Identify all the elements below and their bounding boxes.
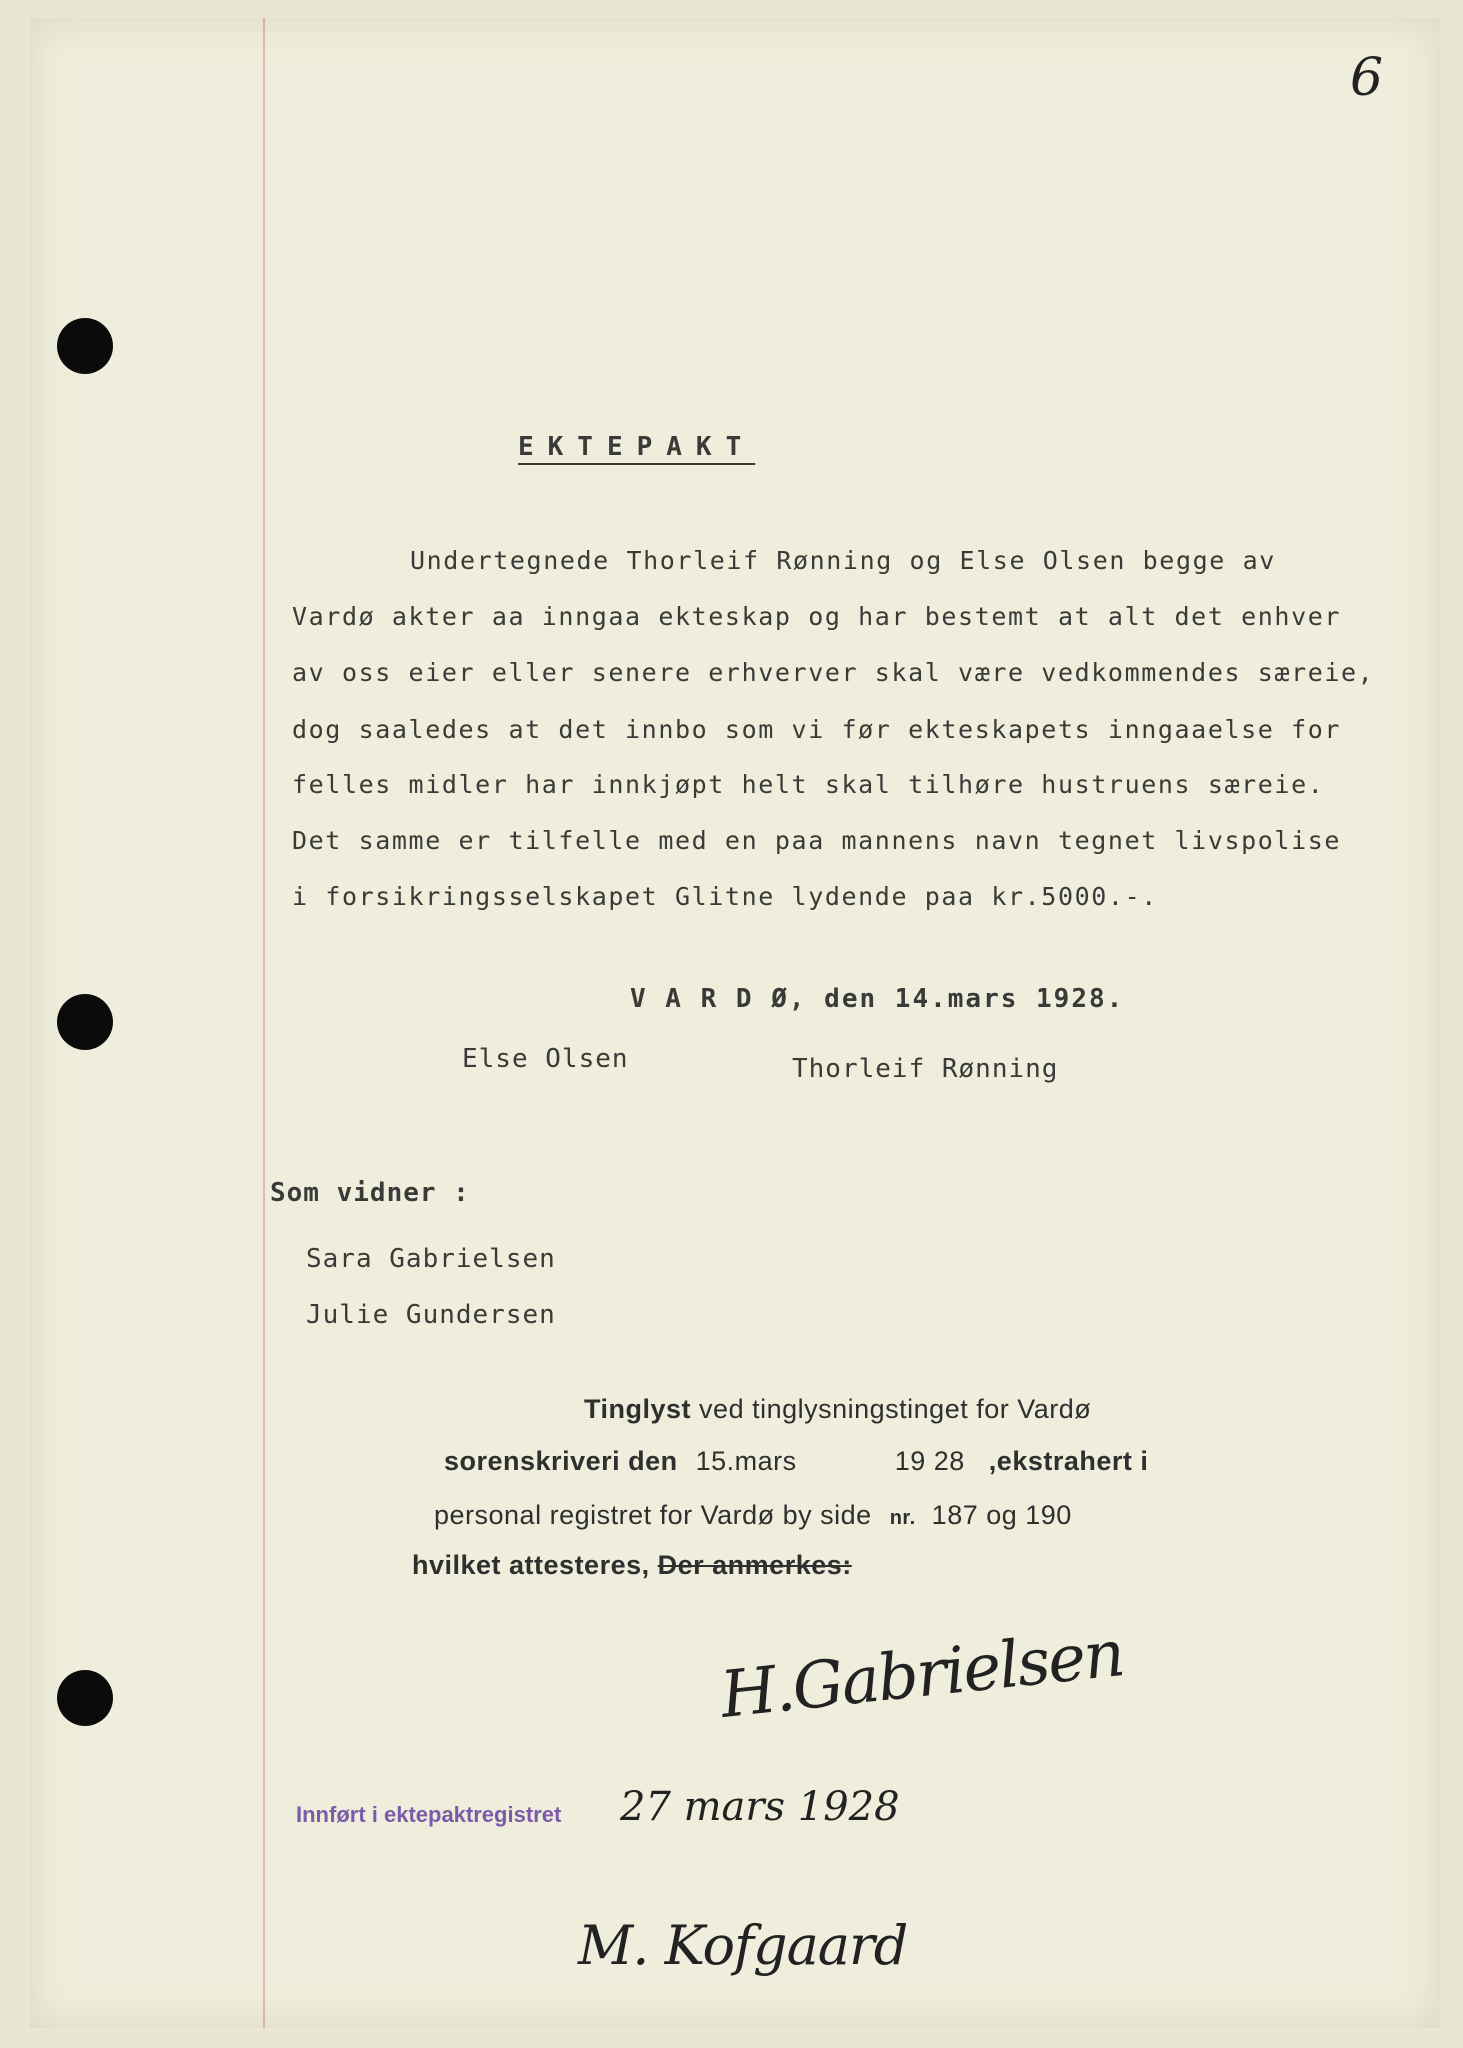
entry-date: 27 mars 1928 [620, 1784, 900, 1830]
stamp-line-3 [434, 1500, 1072, 1531]
stamp-line-2-prefix: sorenskriveri den [444, 1446, 678, 1476]
witness-name-1: Sara Gabrielsen [306, 1244, 556, 1274]
body-line-5: felles midler har innkjøpt helt skal tilhøre hustruens særeie. [292, 770, 1325, 799]
body-line-4: dog saaledes at det innbo som vi før ekteskapets inngaaelse for [292, 715, 1342, 744]
stamp-line-2-year: 19 28 [894, 1446, 965, 1476]
handwritten-signature-2: M. Kofgaard [578, 1914, 908, 1977]
entry-stamp: Innført i ektepaktregistret [296, 1802, 562, 1827]
place-date: V A R D Ø, den 14.mars 1928. [630, 984, 1125, 1014]
stamp-line-2-date: 15.mars [695, 1446, 797, 1476]
punch-hole-middle [57, 994, 113, 1050]
stamp-line-1-prefix: Tinglyst [584, 1394, 692, 1424]
document-page [30, 18, 1440, 2028]
stamp-line-3-nr: nr. [889, 1507, 916, 1529]
stamp-line-3-pages: 187 og 190 [931, 1500, 1072, 1530]
stamp-line-3-text: personal registret for Vardø by side [434, 1500, 872, 1530]
document-title: EKTEPAKT [518, 432, 756, 462]
body-line-7: i forsikringsselskapet Glitne lydende paa kr.5000.-. [292, 882, 1158, 911]
stamp-line-4-struck: Der anmerkes: [657, 1550, 852, 1580]
body-line-3: av oss eier eller senere erhverver skal være vedkommendes særeie, [292, 658, 1375, 687]
witnesses-heading: Som vidner : [270, 1178, 470, 1208]
body-line-1: Undertegnede Thorleif Rønning og Else Olsen begge av [410, 546, 1276, 575]
stamp-line-2-suffix: ,ekstrahert i [988, 1446, 1149, 1476]
body-line-6: Det samme er tilfelle med en paa mannens navn tegnet livspolise [292, 826, 1342, 855]
stamp-line-4 [412, 1550, 852, 1581]
margin-line [263, 18, 265, 2028]
stamp-line-4-prefix: hvilket attesteres, [412, 1550, 650, 1580]
stamp-line-1 [584, 1394, 1091, 1425]
body-line-2: Vardø akter aa inngaa ekteskap og har bestemt at alt det enhver [292, 602, 1342, 631]
signature-typed-right: Thorleif Rønning [792, 1054, 1059, 1084]
witness-name-2: Julie Gundersen [306, 1300, 556, 1330]
punch-hole-bottom [57, 1670, 113, 1726]
punch-hole-top [57, 318, 113, 374]
signature-typed-left: Else Olsen [462, 1044, 629, 1074]
page-number: 6 [1350, 48, 1384, 108]
handwritten-signature-1: H.Gabrielsen [717, 1617, 1127, 1733]
stamp-line-1-rest: ved tinglysningstinget for Vardø [699, 1394, 1092, 1424]
stamp-line-2 [444, 1446, 1148, 1477]
